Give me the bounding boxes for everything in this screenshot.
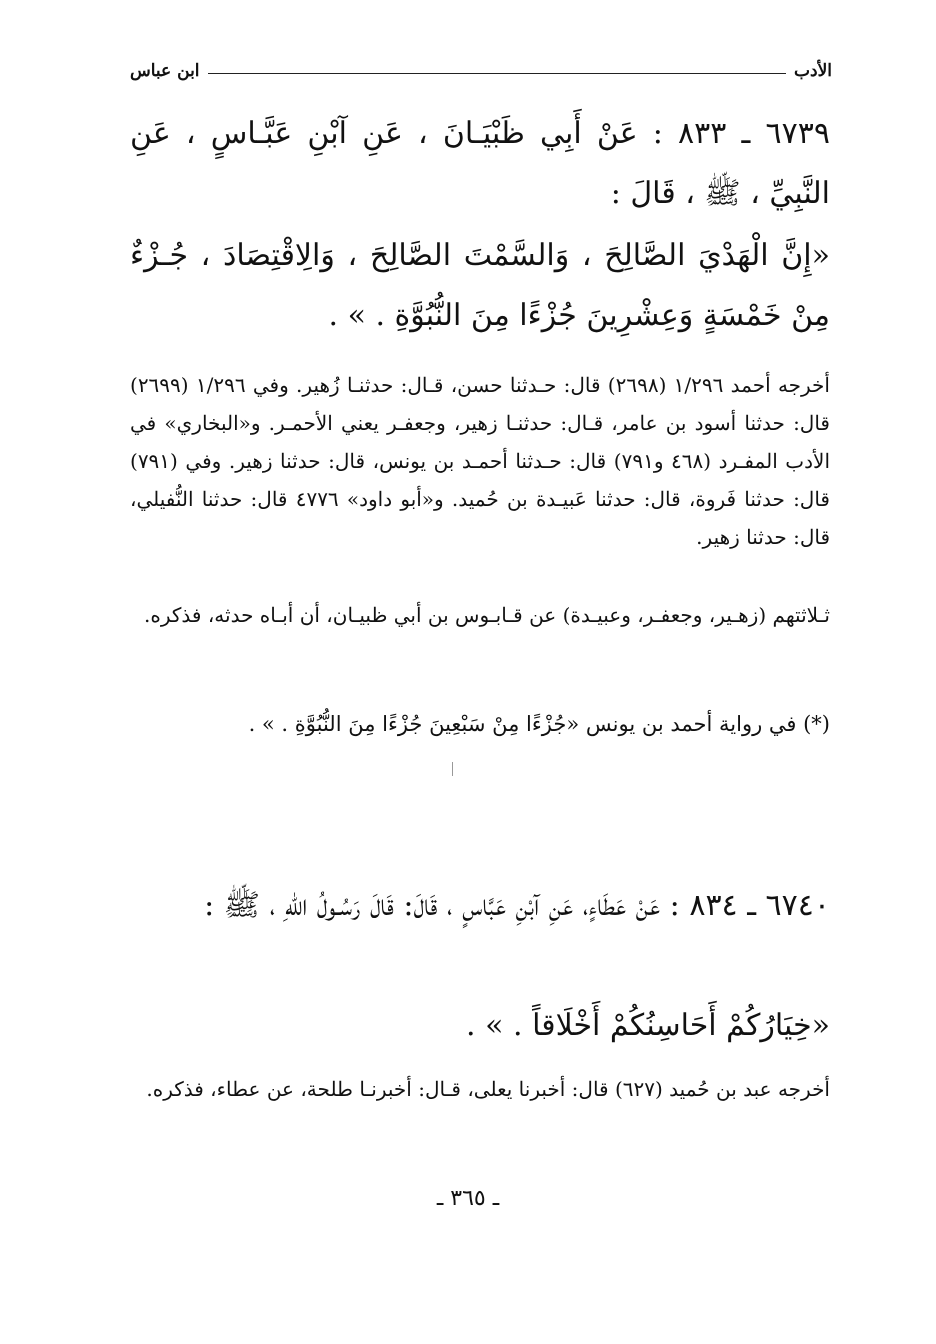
chapter-title: الأدب [794,61,832,81]
hadith-6739-note: (*) في رواية أحمد بن يونس «جُزْءًا مِنْ سَبْعِينَ جُزْءًا مِنَ النُّبُوَّةِ . » . [248,712,830,736]
hadith-6739-chain: ثـلاثتهم (زهـير، وجعفـر، وعبيـدة) عن قـابـوس بن أبي ظبيـان، أن أبـاه حدثه، فذكره. [144,603,830,627]
hadith-6740-heading: ٦٧٤٠ ـ ٨٣٤ : عَنْ عَطَاءٍ، عَنِ آبْنِ عَبَّاسٍ ، قَالَ: قَالَ رَسُـولُ اللّٰهِ ، ﷺ : [204,888,830,923]
stray-mark [452,762,453,776]
page-number: ـ ٣٦٥ ـ [436,1186,500,1211]
hadith-6740-matn: «خِيَارُكُمْ أَحَاسِنُكُمْ أَخْلَاقاً . » . [466,1008,830,1043]
hadith-6739-takhrij: أخرجه أحمد ١/٢٩٦ (٢٦٩٨) قال: حـدثنا حسن، قـال: حدثنـا زُهير. وفي ١/٢٩٦ (٢٦٩٩) قال: حدثنا أسود بن عامر، قـال: حدثنـا زهير، وجعفـر يعني الأحمـر. و«البخاري» في الأدب المفـرد (٤٦٨ و٧٩١) قال: حـدثنا أحمـد بن يونس، قال: حدثنا زهير. وفي (٧٩١) قال: حدثنا فَروة، قال: حدثنا عَبيـدة بن حُميد. و«أبو داود» ٤٧٧٦ قال: حدثنا النُّفيلي، قال: حدثنا زهير. [130,373,831,549]
header-rule [208,73,786,74]
hadith-6739-matn: «إِنَّ الْهَدْيَ الصَّالِحَ ، وَالسَّمْتَ الصَّالِحَ ، وَالِاقْتِصَادَ ، جُـزْءٌ مِنْ خَمْسَةٍ وَعِشْرِينَ جُزْءًا مِنَ النُّبُوَّةِ . » . [130,238,830,333]
section-title: ابن عباس [130,61,200,81]
hadith-6740-takhrij: أخرجه عبد بن حُميد (٦٢٧) قال: أخبرنا يعلى، قـال: أخبرنـا طلحة، عن عطاء، فذكره. [146,1077,830,1101]
running-header [130,58,832,84]
hadith-6739-heading: ٦٧٣٩ ـ ٨٣٣ : عَنْ أَبِي ظَبْيَـانَ ، عَنِ آبْنِ عَبَّـاسٍ ، عَنِ النَّبِيِّ ، ﷺ ، قَالَ : [130,116,830,211]
